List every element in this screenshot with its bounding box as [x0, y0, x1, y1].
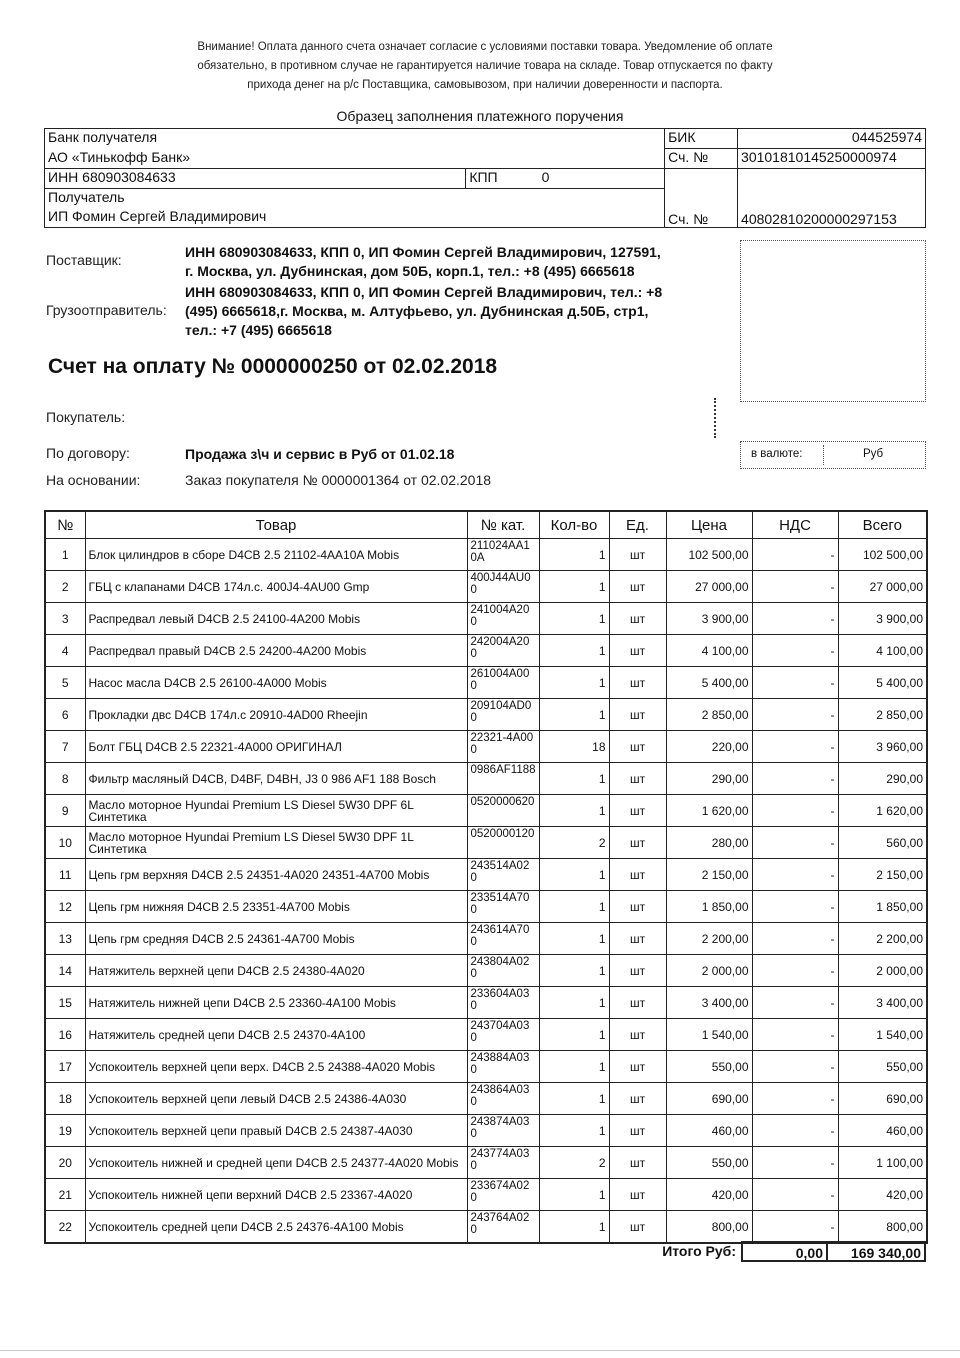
shipper-line: ИНН 680903084633, КПП 0, ИП Фомин Сергей Владимирович, тел.: +8: [185, 284, 663, 300]
quantity: 1: [539, 571, 609, 603]
unit: шт: [609, 1051, 666, 1083]
unit: шт: [609, 539, 666, 571]
quantity: 2: [539, 1147, 609, 1179]
vat: -: [752, 827, 838, 859]
price: 290,00: [666, 763, 752, 795]
vat: -: [752, 731, 838, 763]
quantity: 1: [539, 987, 609, 1019]
vat: -: [752, 795, 838, 827]
row-total: 550,00: [838, 1051, 927, 1083]
row-number: 3: [45, 603, 85, 635]
row-number: 13: [45, 923, 85, 955]
table-row: [45, 539, 927, 571]
row-total: 27 000,00: [838, 571, 927, 603]
price: 550,00: [666, 1147, 752, 1179]
notice-line: прихода денег на р/с Поставщика, самовывозом, при наличии доверенности и паспорта.: [247, 79, 723, 91]
quantity: 1: [539, 955, 609, 987]
item-name: Прокладки двс D4CB 174л.с 20910-4AD00 Rheejin: [85, 699, 467, 731]
catalog-number: 242004A200: [467, 635, 539, 667]
supplier-label: Поставщик:: [46, 252, 122, 268]
unit: шт: [609, 731, 666, 763]
catalog-number: 243614A700: [467, 923, 539, 955]
quantity: 1: [539, 1115, 609, 1147]
vat: -: [752, 1179, 838, 1211]
price: 5 400,00: [666, 667, 752, 699]
catalog-number: 243774A030: [467, 1147, 539, 1179]
currency-label: в валюте:: [751, 448, 803, 460]
row-total: 420,00: [838, 1179, 927, 1211]
header-cell: Цена: [666, 511, 752, 539]
unit: шт: [609, 1019, 666, 1051]
table-row: [45, 859, 927, 891]
total-amount: 169 340,00: [826, 1241, 926, 1262]
table-row: [45, 1019, 927, 1051]
row-number: 10: [45, 827, 85, 859]
table-row: [45, 1179, 927, 1211]
table-row: [45, 1115, 927, 1147]
price: 800,00: [666, 1211, 752, 1244]
catalog-number: 233514A700: [467, 891, 539, 923]
price: 3 400,00: [666, 987, 752, 1019]
row-number: 6: [45, 699, 85, 731]
row-total: 800,00: [838, 1211, 927, 1244]
invoice-title: Счет на оплату № 0000000250 от 02.02.2018: [48, 355, 498, 378]
vat: -: [752, 667, 838, 699]
bank-label: Банк получателя: [45, 129, 665, 149]
header-cell: НДС: [752, 511, 838, 539]
row-total: 3 900,00: [838, 603, 927, 635]
basis-label: На основании:: [46, 472, 141, 488]
catalog-number: 243884A030: [467, 1051, 539, 1083]
row-number: 9: [45, 795, 85, 827]
quantity: 1: [539, 667, 609, 699]
payment-sample-title: Образец заполнения платежного поручения: [336, 108, 624, 124]
currency-value: Руб: [863, 448, 884, 460]
unit: шт: [609, 923, 666, 955]
recipient-name: ИП Фомин Сергей Владимирович: [45, 208, 665, 228]
catalog-number: 233674A020: [467, 1179, 539, 1211]
shipper-line: (495) 6665618,г. Москва, м. Алтуфьево, ул. Дубнинская д.50Б, стр1,: [185, 303, 649, 319]
unit: шт: [609, 1179, 666, 1211]
kpp-value: 0: [541, 169, 550, 185]
bank-name: АО «Тинькофф Банк»: [45, 149, 665, 169]
item-name: ГБЦ с клапанами D4CB 174л.с. 400J4-4AU00 Gmp: [85, 571, 467, 603]
catalog-number: 243704A030: [467, 1019, 539, 1051]
header-cell: № кат.: [467, 511, 539, 539]
table-row: [45, 1147, 927, 1179]
price: 220,00: [666, 731, 752, 763]
quantity: 1: [539, 795, 609, 827]
price: 2 850,00: [666, 699, 752, 731]
row-total: 1 540,00: [838, 1019, 927, 1051]
quantity: 1: [539, 1211, 609, 1244]
item-name: Натяжитель средней цепи D4CB 2.5 24370-4A100: [85, 1019, 467, 1051]
item-name: Масло моторное Hyundai Premium LS Diesel 5W30 DPF 6L Синтетика: [85, 795, 467, 827]
table-row: [45, 667, 927, 699]
item-name: Натяжитель нижней цепи D4CB 2.5 23360-4A100 Mobis: [85, 987, 467, 1019]
unit: шт: [609, 891, 666, 923]
kpp-label: КПП: [469, 169, 498, 185]
basis-value: Заказ покупателя № 0000001364 от 02.02.2018: [185, 472, 492, 488]
price: 280,00: [666, 827, 752, 859]
row-number: 20: [45, 1147, 85, 1179]
unit: шт: [609, 763, 666, 795]
quantity: 1: [539, 1179, 609, 1211]
row-total: 102 500,00: [838, 539, 927, 571]
table-row: [45, 635, 927, 667]
table-row: [45, 763, 927, 795]
vat: -: [752, 1083, 838, 1115]
item-name: Цепь грм верхняя D4CB 2.5 24351-4A020 24351-4A700 Mobis: [85, 859, 467, 891]
item-name: Успокоитель верхней цепи верх. D4CB 2.5 24388-4A020 Mobis: [85, 1051, 467, 1083]
total-vat: 0,00: [741, 1241, 828, 1262]
header-cell: Ед.: [609, 511, 666, 539]
unit: шт: [609, 795, 666, 827]
catalog-number: 241004A200: [467, 603, 539, 635]
vat: -: [752, 763, 838, 795]
table-row: [45, 1083, 927, 1115]
page-edge-line: [0, 1350, 960, 1351]
shipper-details: [185, 283, 662, 340]
quantity: 1: [539, 635, 609, 667]
header-cell: Кол-во: [539, 511, 609, 539]
row-number: 22: [45, 1211, 85, 1244]
total-label: Итого Руб:: [662, 1243, 736, 1259]
row-total: 3 960,00: [838, 731, 927, 763]
row-number: 14: [45, 955, 85, 987]
row-number: 1: [45, 539, 85, 571]
price: 4 100,00: [666, 635, 752, 667]
row-number: 5: [45, 667, 85, 699]
unit: шт: [609, 827, 666, 859]
inn-cell: ИНН 680903084633: [45, 169, 466, 189]
row-number: 15: [45, 987, 85, 1019]
item-name: Успокоитель верхней цепи левый D4CB 2.5 24386-4A030: [85, 1083, 467, 1115]
buyer-label: Покупатель:: [46, 409, 126, 425]
catalog-number: 233604A030: [467, 987, 539, 1019]
row-total: 2 000,00: [838, 955, 927, 987]
account-label: Сч. №: [668, 211, 709, 227]
vat: -: [752, 859, 838, 891]
catalog-number: 243764A020: [467, 1211, 539, 1244]
item-name: Распредвал левый D4CB 2.5 24100-4A200 Mobis: [85, 603, 467, 635]
bik-value: 044525974: [738, 129, 926, 149]
account-value-cell: [738, 169, 926, 228]
price: 420,00: [666, 1179, 752, 1211]
row-total: 3 400,00: [838, 987, 927, 1019]
unit: шт: [609, 571, 666, 603]
vat: -: [752, 635, 838, 667]
header-cell: Всего: [838, 511, 927, 539]
unit: шт: [609, 603, 666, 635]
supplier-details: [185, 243, 661, 281]
row-total: 1 100,00: [838, 1147, 927, 1179]
item-name: Успокоитель нижней и средней цепи D4CB 2.5 24377-4A020 Mobis: [85, 1147, 467, 1179]
currency-box: [740, 441, 926, 469]
table-row: [45, 891, 927, 923]
row-total: 2 200,00: [838, 923, 927, 955]
quantity: 1: [539, 891, 609, 923]
notice-text: [120, 38, 850, 95]
catalog-number: 0986AF1188: [467, 763, 539, 795]
quantity: 1: [539, 763, 609, 795]
row-total: 2 850,00: [838, 699, 927, 731]
stamp-area: [740, 240, 926, 402]
row-total: 560,00: [838, 827, 927, 859]
quantity: 1: [539, 603, 609, 635]
dotted-mark: [714, 398, 718, 438]
item-name: Цепь грм средняя D4CB 2.5 24361-4A700 Mobis: [85, 923, 467, 955]
catalog-number: 243864A030: [467, 1083, 539, 1115]
unit: шт: [609, 1147, 666, 1179]
quantity: 1: [539, 1051, 609, 1083]
account-value: 40802810200000297153: [741, 211, 897, 227]
contract-value: Продажа з\ч и сервис в Руб от 01.02.18: [185, 446, 455, 462]
row-number: 11: [45, 859, 85, 891]
table-row: [45, 795, 927, 827]
currency-divider: [823, 445, 824, 465]
row-number: 7: [45, 731, 85, 763]
vat: -: [752, 539, 838, 571]
vat: -: [752, 987, 838, 1019]
corr-account-label: Сч. №: [665, 149, 738, 169]
vat: -: [752, 1051, 838, 1083]
row-number: 8: [45, 763, 85, 795]
table-row: [45, 1051, 927, 1083]
row-number: 19: [45, 1115, 85, 1147]
price: 3 900,00: [666, 603, 752, 635]
shipper-label: Грузоотправитель:: [46, 302, 167, 318]
item-name: Насос масла D4CB 2.5 26100-4A000 Mobis: [85, 667, 467, 699]
corr-account-value: 30101810145250000974: [738, 149, 926, 169]
vat: -: [752, 699, 838, 731]
table-row: [45, 827, 927, 859]
row-total: 4 100,00: [838, 635, 927, 667]
item-name: Масло моторное Hyundai Premium LS Diesel 5W30 DPF 1L Синтетика: [85, 827, 467, 859]
vat: -: [752, 1211, 838, 1244]
row-total: 2 150,00: [838, 859, 927, 891]
catalog-number: 0520000120: [467, 827, 539, 859]
shipper-line: тел.: +7 (495) 6665618: [185, 322, 332, 338]
row-number: 2: [45, 571, 85, 603]
row-total: 290,00: [838, 763, 927, 795]
row-number: 21: [45, 1179, 85, 1211]
unit: шт: [609, 955, 666, 987]
table-row: [45, 603, 927, 635]
price: 1 850,00: [666, 891, 752, 923]
row-total: 5 400,00: [838, 667, 927, 699]
price: 27 000,00: [666, 571, 752, 603]
table-header-row: [45, 511, 927, 539]
price: 690,00: [666, 1083, 752, 1115]
table-row: [45, 987, 927, 1019]
unit: шт: [609, 635, 666, 667]
notice-line: Внимание! Оплата данного счета означает согласие с условиями поставки товара. Уведомление об оплате: [197, 41, 773, 53]
quantity: 1: [539, 699, 609, 731]
vat: -: [752, 571, 838, 603]
bik-label: БИК: [665, 129, 738, 149]
quantity: 1: [539, 1083, 609, 1115]
item-name: Успокоитель верхней цепи правый D4CB 2.5 24387-4A030: [85, 1115, 467, 1147]
catalog-number: 211024AA10A: [467, 539, 539, 571]
vat: -: [752, 1147, 838, 1179]
header-cell: №: [45, 511, 85, 539]
unit: шт: [609, 859, 666, 891]
items-table: [44, 510, 928, 1244]
unit: шт: [609, 1115, 666, 1147]
vat: -: [752, 955, 838, 987]
vat: -: [752, 603, 838, 635]
catalog-number: 243514A020: [467, 859, 539, 891]
supplier-line: г. Москва, ул. Дубнинская, дом 50Б, корп.1, тел.: +8 (495) 6665618: [185, 263, 635, 279]
table-row: [45, 731, 927, 763]
row-number: 12: [45, 891, 85, 923]
price: 2 200,00: [666, 923, 752, 955]
unit: шт: [609, 987, 666, 1019]
row-total: 460,00: [838, 1115, 927, 1147]
quantity: 1: [539, 923, 609, 955]
row-number: 16: [45, 1019, 85, 1051]
vat: -: [752, 1115, 838, 1147]
quantity: 1: [539, 859, 609, 891]
catalog-number: 261004A000: [467, 667, 539, 699]
item-name: Успокоитель нижней цепи верхний D4CB 2.5 23367-4A020: [85, 1179, 467, 1211]
price: 2 000,00: [666, 955, 752, 987]
catalog-number: 22321-4A000: [467, 731, 539, 763]
item-name: Фильтр масляный D4CB, D4BF, D4BH, J3 0 986 AF1 188 Bosch: [85, 763, 467, 795]
price: 460,00: [666, 1115, 752, 1147]
row-number: 4: [45, 635, 85, 667]
table-row: [45, 1211, 927, 1244]
price: 1 540,00: [666, 1019, 752, 1051]
catalog-number: 243804A020: [467, 955, 539, 987]
catalog-number: 0520000620: [467, 795, 539, 827]
price: 2 150,00: [666, 859, 752, 891]
catalog-number: 243874A030: [467, 1115, 539, 1147]
price: 550,00: [666, 1051, 752, 1083]
quantity: 1: [539, 539, 609, 571]
item-name: Болт ГБЦ D4CB 2.5 22321-4A000 ОРИГИНАЛ: [85, 731, 467, 763]
item-name: Цепь грм нижняя D4CB 2.5 23351-4A700 Mobis: [85, 891, 467, 923]
table-row: [45, 923, 927, 955]
notice-line: обязательно, в противном случае не гарантируется наличие товара на складе. Товар отпускается по факту: [197, 60, 773, 72]
recipient-label: Получатель: [45, 189, 665, 209]
unit: шт: [609, 699, 666, 731]
row-total: 1 850,00: [838, 891, 927, 923]
row-total: 1 620,00: [838, 795, 927, 827]
table-row: [45, 955, 927, 987]
table-row: [45, 699, 927, 731]
row-total: 690,00: [838, 1083, 927, 1115]
supplier-line: ИНН 680903084633, КПП 0, ИП Фомин Сергей Владимирович, 127591,: [185, 244, 661, 260]
unit: шт: [609, 1083, 666, 1115]
item-name: Распредвал правый D4CB 2.5 24200-4A200 Mobis: [85, 635, 467, 667]
quantity: 2: [539, 827, 609, 859]
table-row: [45, 571, 927, 603]
header-cell: Товар: [85, 511, 467, 539]
quantity: 1: [539, 1019, 609, 1051]
kpp-cell: [466, 169, 665, 189]
item-name: Блок цилиндров в сборе D4CB 2.5 21102-4AA10A Mobis: [85, 539, 467, 571]
vat: -: [752, 1019, 838, 1051]
quantity: 18: [539, 731, 609, 763]
item-name: Успокоитель средней цепи D4CB 2.5 24376-4A100 Mobis: [85, 1211, 467, 1244]
price: 1 620,00: [666, 795, 752, 827]
contract-label: По договору:: [46, 445, 130, 461]
row-number: 17: [45, 1051, 85, 1083]
vat: -: [752, 891, 838, 923]
row-number: 18: [45, 1083, 85, 1115]
bank-details-table: [44, 128, 926, 228]
items-body: [45, 539, 927, 1244]
catalog-number: 209104AD00: [467, 699, 539, 731]
unit: шт: [609, 1211, 666, 1244]
catalog-number: 400J44AU00: [467, 571, 539, 603]
price: 102 500,00: [666, 539, 752, 571]
item-name: Натяжитель верхней цепи D4CB 2.5 24380-4A020: [85, 955, 467, 987]
account-label-cell: [665, 169, 738, 228]
vat: -: [752, 923, 838, 955]
unit: шт: [609, 667, 666, 699]
